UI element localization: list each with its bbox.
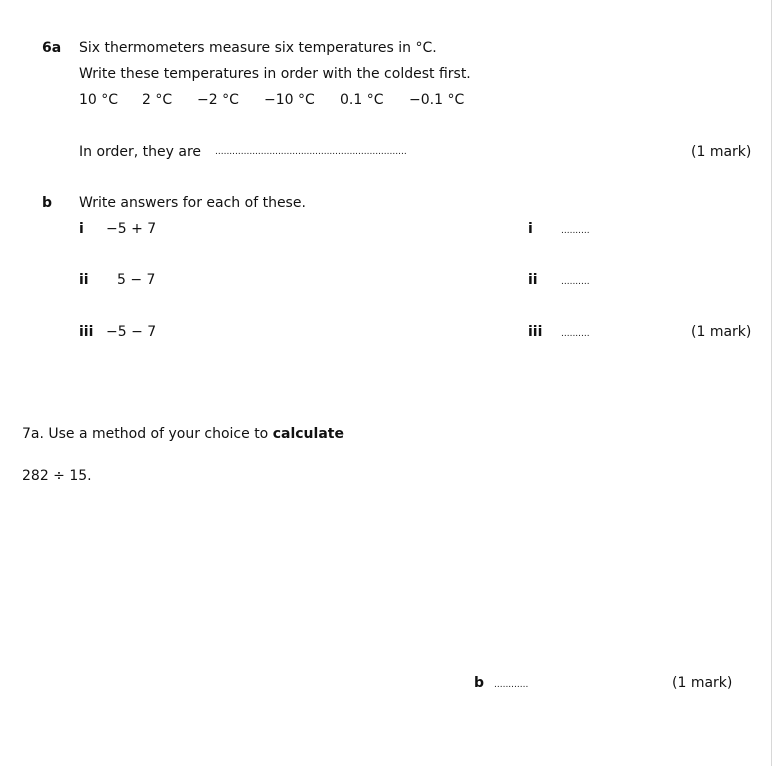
q6b-answer-ii-label: ii: [528, 272, 538, 288]
q6a-mark: (1 mark): [691, 144, 752, 160]
q7-mark: (1 mark): [672, 675, 733, 691]
q6a-line2: Write these temperatures in order with the coldest first.: [79, 66, 471, 82]
q6b-answer-iii-line[interactable]: ..........: [561, 329, 590, 339]
q6b-answer-i-line[interactable]: ..........: [561, 226, 590, 236]
q6b-answer-iii-label: iii: [528, 324, 543, 340]
q6b-answer-ii-line[interactable]: ..........: [561, 277, 590, 287]
q6b-answer-i-label: i: [528, 221, 533, 237]
q6b-part-iii-expr: −5 − 7: [106, 324, 157, 340]
temperature-4: −10 °C: [264, 92, 315, 108]
q7-prompt-text: 7a. Use a method of your choice to: [22, 426, 273, 442]
q6a-answer-prompt: In order, they are: [79, 144, 202, 160]
temperature-6: −0.1 °C: [409, 92, 465, 108]
q6b-part-i-expr: −5 + 7: [106, 221, 157, 237]
temperature-5: 0.1 °C: [340, 92, 384, 108]
q6b-part-ii-label: ii: [79, 272, 89, 288]
q6b-part-i-label: i: [79, 221, 84, 237]
temperature-3: −2 °C: [197, 92, 239, 108]
q7-prompt-bold: calculate: [272, 426, 344, 442]
temperature-1: 10 °C: [79, 92, 119, 108]
q6b-letter: b: [42, 195, 53, 211]
q6b-instruction: Write answers for each of these.: [79, 195, 306, 211]
q6b-part-iii-label: iii: [79, 324, 94, 340]
q6a-answer-line[interactable]: ...................................................................: [215, 147, 407, 157]
q6b-mark: (1 mark): [691, 324, 752, 340]
temperature-2: 2 °C: [142, 92, 173, 108]
q6a-line1: Six thermometers measure six temperatures in °C.: [79, 40, 437, 56]
q7-answer-line[interactable]: ............: [494, 680, 529, 690]
q7-answer-label: b: [474, 675, 485, 691]
q7-expression: 282 ÷ 15.: [22, 468, 92, 484]
q6b-part-ii-expr: 5 − 7: [117, 272, 156, 288]
q7-prompt: [22, 426, 344, 443]
q6a-number: 6a: [42, 40, 62, 56]
page-edge: [771, 0, 772, 766]
